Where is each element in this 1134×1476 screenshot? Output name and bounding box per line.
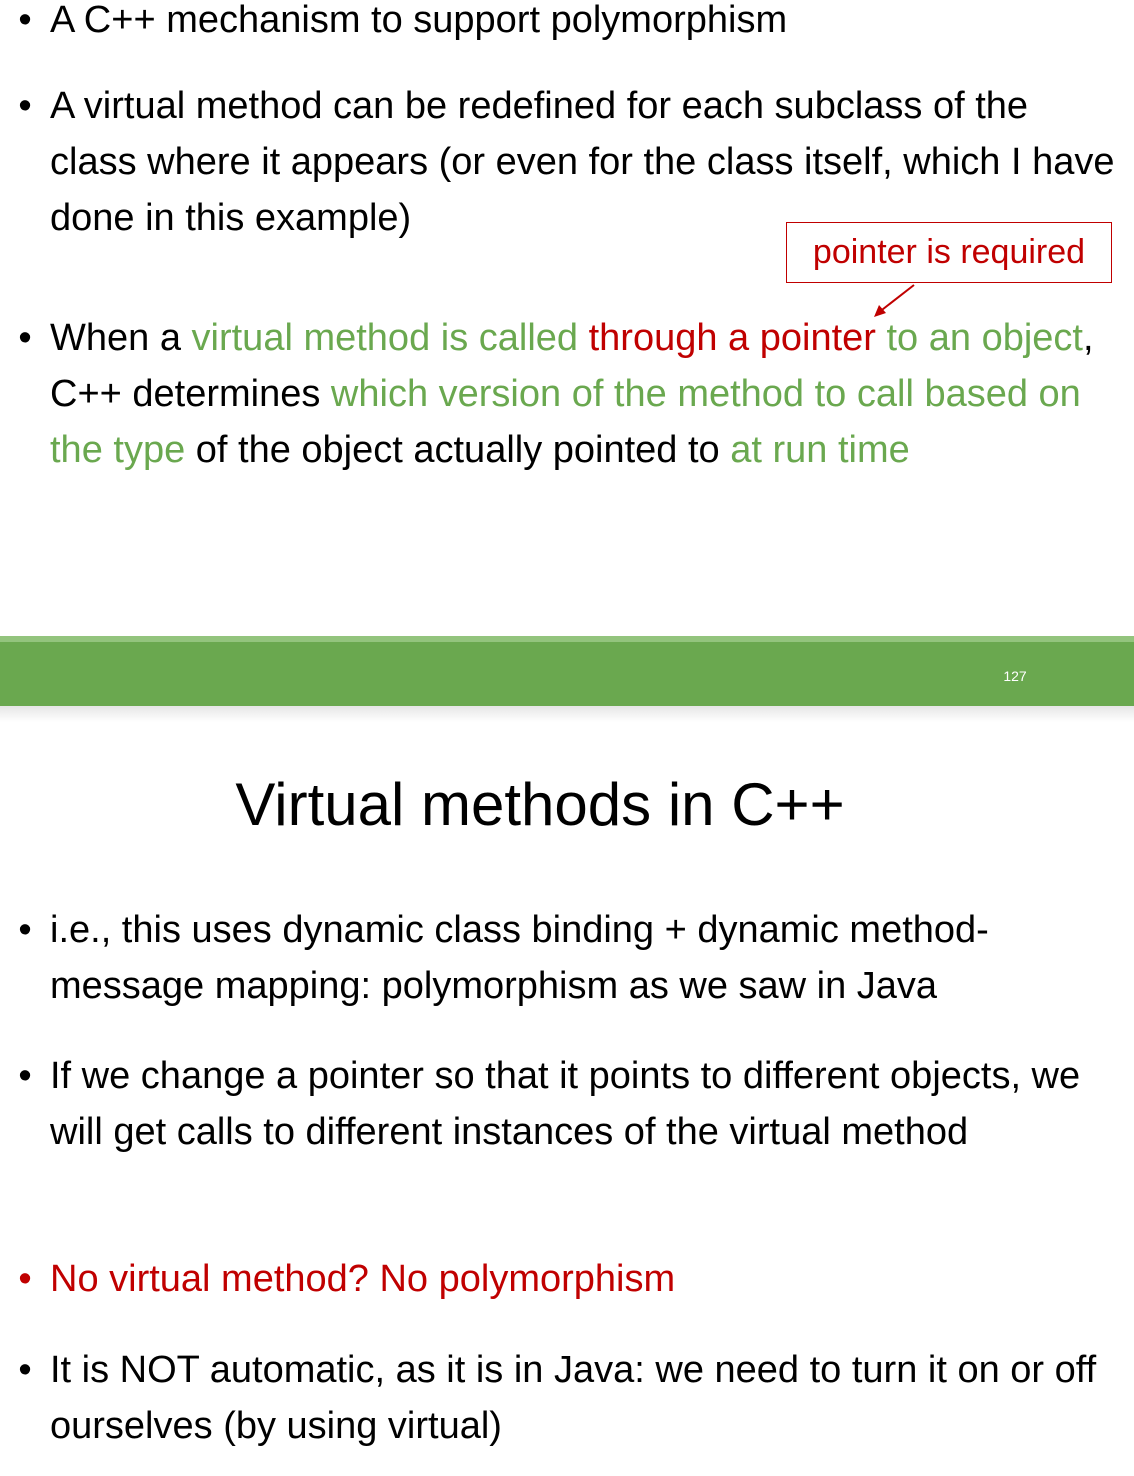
callout-pointer-required: pointer is required (786, 222, 1112, 283)
footer-highlight-line (0, 636, 1134, 642)
bullet-text (50, 0, 1120, 48)
bullet-change-pointer (10, 1048, 1120, 1160)
bullet-called-through-pointer (10, 310, 1120, 478)
bullet-text (50, 1048, 1120, 1160)
bullet-marker: • (18, 317, 32, 359)
bullet-marker: • (18, 0, 32, 41)
bullet-cpp-mechanism (10, 0, 1120, 48)
text-segment: It is NOT automatic, as it is in Java: we need to turn it on or off ourselves (by using virtual) (50, 1349, 1097, 1447)
highlight-at-run-time: at run time (730, 429, 910, 471)
highlight-virtual-method-called: virtual method is called (191, 317, 589, 359)
slide-title: Virtual methods in C++ (235, 771, 845, 838)
callout-arrow-icon (870, 283, 920, 323)
highlight-which-version: which version of the method to call based on the type (50, 373, 1081, 471)
bullet-marker: • (18, 1258, 32, 1300)
text-segment: , C++ determines (50, 317, 1094, 415)
bullet-marker: • (18, 1055, 32, 1097)
slide-separator (0, 706, 1134, 722)
text-segment: When a (50, 317, 192, 359)
bullet-dynamic-binding (10, 902, 1120, 1014)
bullet-text (50, 310, 1120, 478)
text-segment: If we change a pointer so that it points to different objects, we will get calls to different instances of the virtual method (50, 1055, 1081, 1153)
bullet-no-virtual-method (10, 1251, 1120, 1307)
bullet-text (50, 1251, 1120, 1307)
text-segment: i.e., this uses dynamic class binding + dynamic method-message mapping: polymorphism as we saw in Java (50, 909, 989, 1007)
bullet-text (50, 1342, 1120, 1454)
highlight-through-pointer: through a pointer (588, 317, 876, 359)
bullet-marker: • (18, 909, 32, 951)
bullet-text (50, 902, 1120, 1014)
bullet-redefined (10, 78, 1120, 246)
text-segment: A C++ mechanism to support polymorphism (50, 0, 788, 41)
page-number: 127 (1003, 668, 1027, 684)
slide-126-content (0, 0, 1134, 640)
bullet-marker: • (18, 85, 32, 127)
highlight-to-an-object: to an object (875, 317, 1083, 359)
bullet-not-automatic (10, 1342, 1120, 1454)
text-segment: of the object actually pointed to (185, 429, 731, 471)
bullet-marker: • (18, 1349, 32, 1391)
slide-footer-band (0, 636, 1134, 706)
text-segment: A virtual method can be redefined for each subclass of the class where it appears (or even for the class itself, which I have done in this example) (50, 85, 1115, 239)
text-segment: No virtual method? No polymorphism (50, 1258, 676, 1300)
bullet-text (50, 78, 1120, 246)
